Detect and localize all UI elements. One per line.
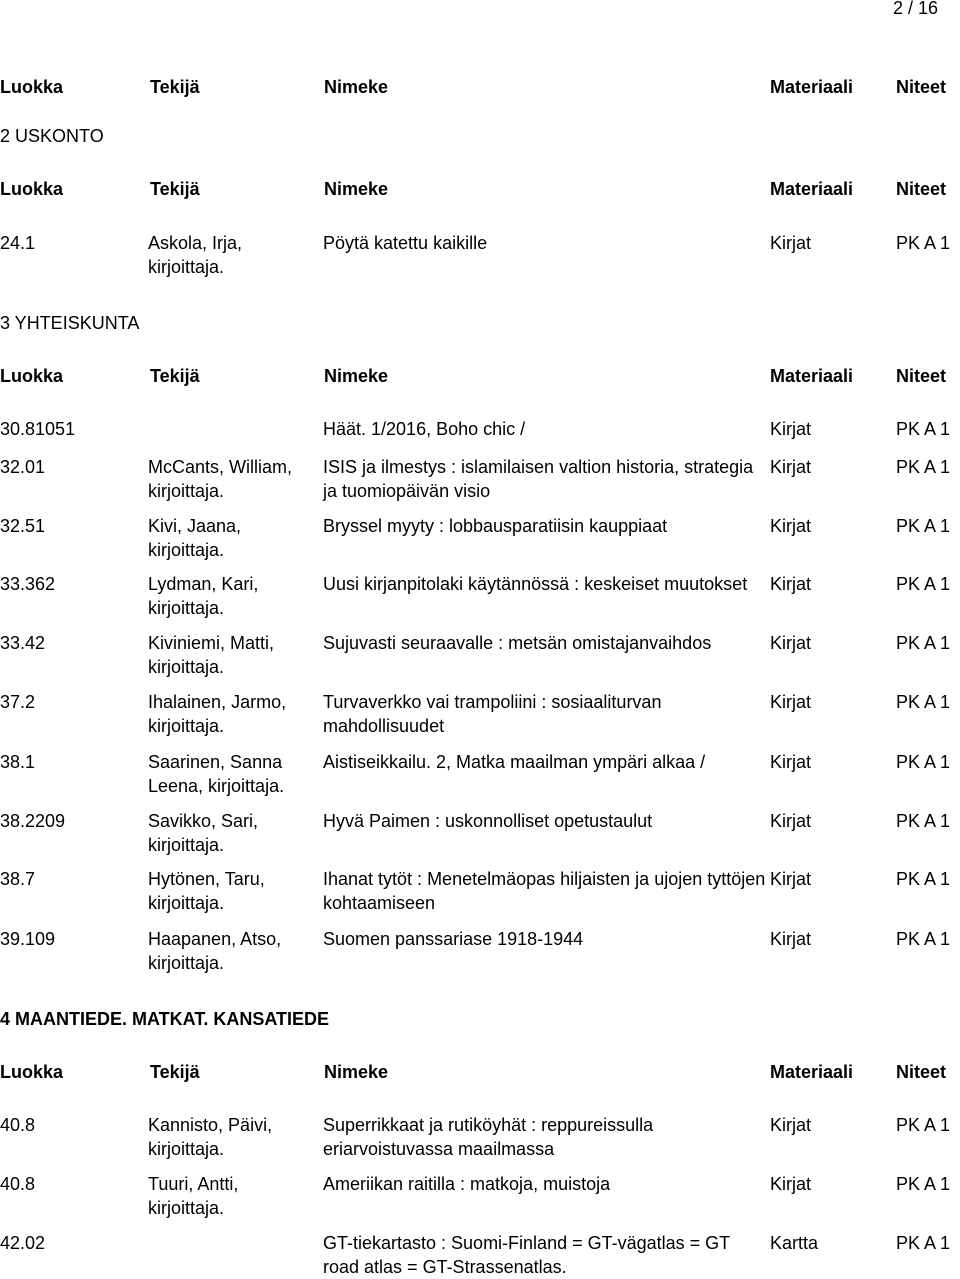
cell-materiaali: Kirjat — [770, 574, 812, 594]
cell-niteet: PK A 1 — [896, 457, 951, 477]
cell-luokka: 37.2 — [0, 692, 36, 712]
cell-tekija: McCants, William, kirjoittaja. — [148, 457, 293, 501]
cell-tekija: Ihalainen, Jarmo, kirjoittaja. — [148, 692, 287, 736]
cell-niteet: PK A 1 — [896, 419, 951, 439]
cell-materiaali: Kirjat — [770, 1174, 812, 1194]
cell-nimeke: Häät. 1/2016, Boho chic / — [323, 419, 526, 439]
cell-niteet: PK A 1 — [896, 574, 951, 594]
cell-nimeke: GT-tiekartasto : Suomi-Finland = GT-vägatlas = GT road atlas = GT-Strassenatlas. — [323, 1233, 730, 1277]
cell-tekija: Haapanen, Atso, kirjoittaja. — [148, 929, 282, 973]
column-header-luokka: Luokka — [0, 77, 64, 97]
column-header-tekija: Tekijä — [150, 1062, 200, 1082]
cell-nimeke: Pöytä katettu kaikille — [323, 233, 488, 253]
cell-tekija: Savikko, Sari, kirjoittaja. — [148, 811, 259, 855]
column-header-niteet: Niteet — [896, 366, 947, 386]
column-header — [0, 1060, 960, 1084]
column-header-nimeke: Nimeke — [324, 1062, 389, 1082]
cell-materiaali: Kirjat — [770, 516, 812, 536]
cell-materiaali: Kirjat — [770, 929, 812, 949]
column-header-luokka: Luokka — [0, 366, 64, 386]
cell-luokka: 40.8 — [0, 1115, 36, 1135]
cell-nimeke: Uusi kirjanpitolaki käytännössä : keskeiset muutokset — [323, 574, 748, 594]
column-header-tekija: Tekijä — [150, 179, 200, 199]
cell-nimeke: Turvaverkko vai trampoliini : sosiaaliturvan mahdollisuudet — [323, 692, 662, 736]
cell-luokka: 32.01 — [0, 457, 46, 477]
cell-nimeke: Suomen panssariase 1918-1944 — [323, 929, 584, 949]
column-header — [0, 75, 960, 99]
cell-niteet: PK A 1 — [896, 1115, 951, 1135]
cell-niteet: PK A 1 — [896, 692, 951, 712]
column-header-nimeke: Nimeke — [324, 179, 389, 199]
cell-nimeke: Sujuvasti seuraavalle : metsän omistajanvaihdos — [323, 633, 712, 653]
cell-nimeke: ISIS ja ilmestys : islamilaisen valtion historia, strategia ja tuomiopäivän visio — [323, 457, 754, 501]
section-title: 4 MAANTIEDE. MATKAT. KANSATIEDE — [0, 1009, 330, 1029]
column-header-materiaali: Materiaali — [770, 366, 854, 386]
cell-luokka: 30.81051 — [0, 419, 76, 439]
column-header-luokka: Luokka — [0, 1062, 64, 1082]
column-header-niteet: Niteet — [896, 77, 947, 97]
cell-luokka: 42.02 — [0, 1233, 46, 1253]
column-header-niteet: Niteet — [896, 1062, 947, 1082]
cell-luokka: 38.1 — [0, 752, 36, 772]
column-header-niteet: Niteet — [896, 179, 947, 199]
column-header — [0, 177, 960, 201]
cell-tekija: Tuuri, Antti, kirjoittaja. — [148, 1174, 239, 1218]
cell-materiaali: Kirjat — [770, 457, 812, 477]
cell-materiaali: Kirjat — [770, 233, 812, 253]
cell-niteet: PK A 1 — [896, 633, 951, 653]
cell-niteet: PK A 1 — [896, 1233, 951, 1253]
cell-luokka: 33.362 — [0, 574, 56, 594]
cell-luokka: 38.7 — [0, 869, 36, 889]
section-title: 3 YHTEISKUNTA — [0, 313, 140, 333]
cell-tekija: Kivi, Jaana, kirjoittaja. — [148, 516, 242, 560]
section-title: 2 USKONTO — [0, 126, 104, 146]
cell-materiaali: Kartta — [770, 1233, 819, 1253]
cell-niteet: PK A 1 — [896, 811, 951, 831]
cell-tekija: Kannisto, Päivi, kirjoittaja. — [148, 1115, 273, 1159]
cell-nimeke: Superrikkaat ja rutiköyhät : reppureissulla eriarvoistuvassa maailmassa — [323, 1115, 654, 1159]
column-header-nimeke: Nimeke — [324, 366, 389, 386]
cell-nimeke: Hyvä Paimen : uskonnolliset opetustaulut — [323, 811, 653, 831]
cell-luokka: 32.51 — [0, 516, 46, 536]
cell-materiaali: Kirjat — [770, 752, 812, 772]
cell-tekija: Kiviniemi, Matti, kirjoittaja. — [148, 633, 275, 677]
cell-materiaali: Kirjat — [770, 633, 812, 653]
cell-materiaali: Kirjat — [770, 692, 812, 712]
cell-luokka: 39.109 — [0, 929, 56, 949]
column-header-tekija: Tekijä — [150, 77, 200, 97]
column-header-materiaali: Materiaali — [770, 1062, 854, 1082]
column-header-materiaali: Materiaali — [770, 77, 854, 97]
cell-nimeke: Bryssel myyty : lobbausparatiisin kauppiaat — [323, 516, 668, 536]
column-header — [0, 364, 960, 388]
cell-luokka: 24.1 — [0, 233, 36, 253]
cell-niteet: PK A 1 — [896, 752, 951, 772]
column-header-nimeke: Nimeke — [324, 77, 389, 97]
page-number: 2 / 16 — [892, 0, 938, 18]
column-header-materiaali: Materiaali — [770, 179, 854, 199]
cell-luokka: 40.8 — [0, 1174, 36, 1194]
cell-tekija: Lydman, Kari, kirjoittaja. — [148, 574, 259, 618]
cell-nimeke: Ihanat tytöt : Menetelmäopas hiljaisten ja ujojen tyttöjen kohtaamiseen — [323, 869, 766, 913]
column-header-tekija: Tekijä — [150, 366, 200, 386]
cell-luokka: 38.2209 — [0, 811, 66, 831]
cell-niteet: PK A 1 — [896, 1174, 951, 1194]
cell-materiaali: Kirjat — [770, 1115, 812, 1135]
cell-luokka: 33.42 — [0, 633, 46, 653]
cell-materiaali: Kirjat — [770, 811, 812, 831]
cell-tekija: Askola, Irja, kirjoittaja. — [148, 233, 243, 277]
cell-tekija: Hytönen, Taru, kirjoittaja. — [148, 869, 265, 913]
cell-nimeke: Aistiseikkailu. 2, Matka maailman ympäri alkaa / — [323, 752, 706, 772]
cell-niteet: PK A 1 — [896, 929, 951, 949]
cell-niteet: PK A 1 — [896, 516, 951, 536]
cell-niteet: PK A 1 — [896, 233, 951, 253]
cell-materiaali: Kirjat — [770, 419, 812, 439]
column-header-luokka: Luokka — [0, 179, 64, 199]
cell-niteet: PK A 1 — [896, 869, 951, 889]
cell-materiaali: Kirjat — [770, 869, 812, 889]
cell-nimeke: Ameriikan raitilla : matkoja, muistoja — [323, 1174, 611, 1194]
cell-tekija: Saarinen, Sanna Leena, kirjoittaja. — [148, 752, 285, 796]
